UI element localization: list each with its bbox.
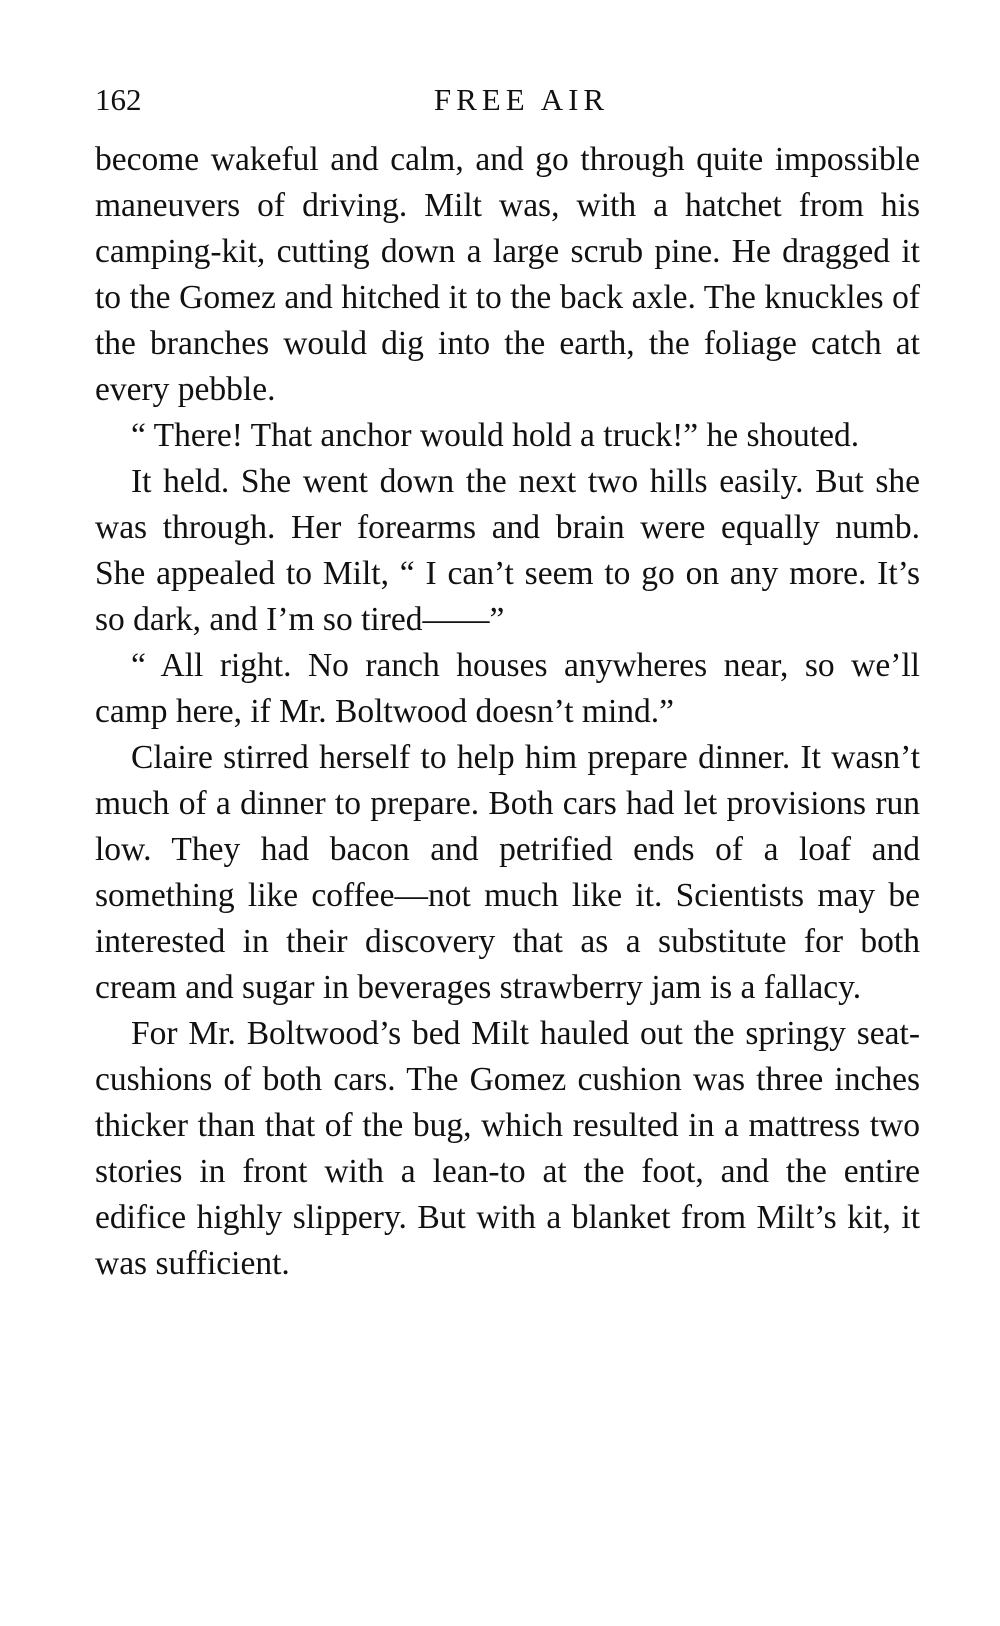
paragraph: “ There! That anchor would hold a truck!” he shouted. bbox=[131, 417, 860, 454]
body-text bbox=[95, 137, 920, 1287]
page-number: 162 bbox=[95, 82, 142, 117]
paragraph: “ All right. No ranch houses anywheres near, so we’ll camp here, if Mr. Boltwood doesn’t mind.” bbox=[95, 647, 920, 730]
page-header bbox=[95, 78, 920, 122]
paragraph: become wakeful and calm, and go through quite impossible maneuvers of driving. Milt was, with a hatchet from his camping-kit, cutting down a large scrub pine. He dragged it to the Gomez and hitched it to the back axle. The knuckles of the branches would dig into the earth, the foliage catch at every pebble. bbox=[95, 141, 920, 408]
paragraph: Claire stirred herself to help him prepare dinner. It wasn’t much of a dinner to prepare. Both cars had let provisions run low. They had bacon and petrified ends of a loaf and something like coffee—not much like it. Scientists may be interested in their discovery that as a substitute for both cream and sugar in beverages strawberry jam is a fallacy. bbox=[95, 739, 920, 1006]
paragraph: For Mr. Boltwood’s bed Milt hauled out the springy seat-cushions of both cars. The Gomez cushion was three inches thicker than that of the bug, which resulted in a mattress two stories in front with a lean-to at the foot, and the entire edifice highly slippery. But with a blanket from Milt’s kit, it was sufficient. bbox=[95, 1015, 920, 1282]
paragraph: It held. She went down the next two hills easily. But she was through. Her forearms and brain were equally numb. She appealed to Milt, “ I can’t seem to go on any more. It’s so dark, and I’m so tired——” bbox=[95, 463, 920, 638]
running-title: FREE AIR bbox=[433, 82, 610, 117]
